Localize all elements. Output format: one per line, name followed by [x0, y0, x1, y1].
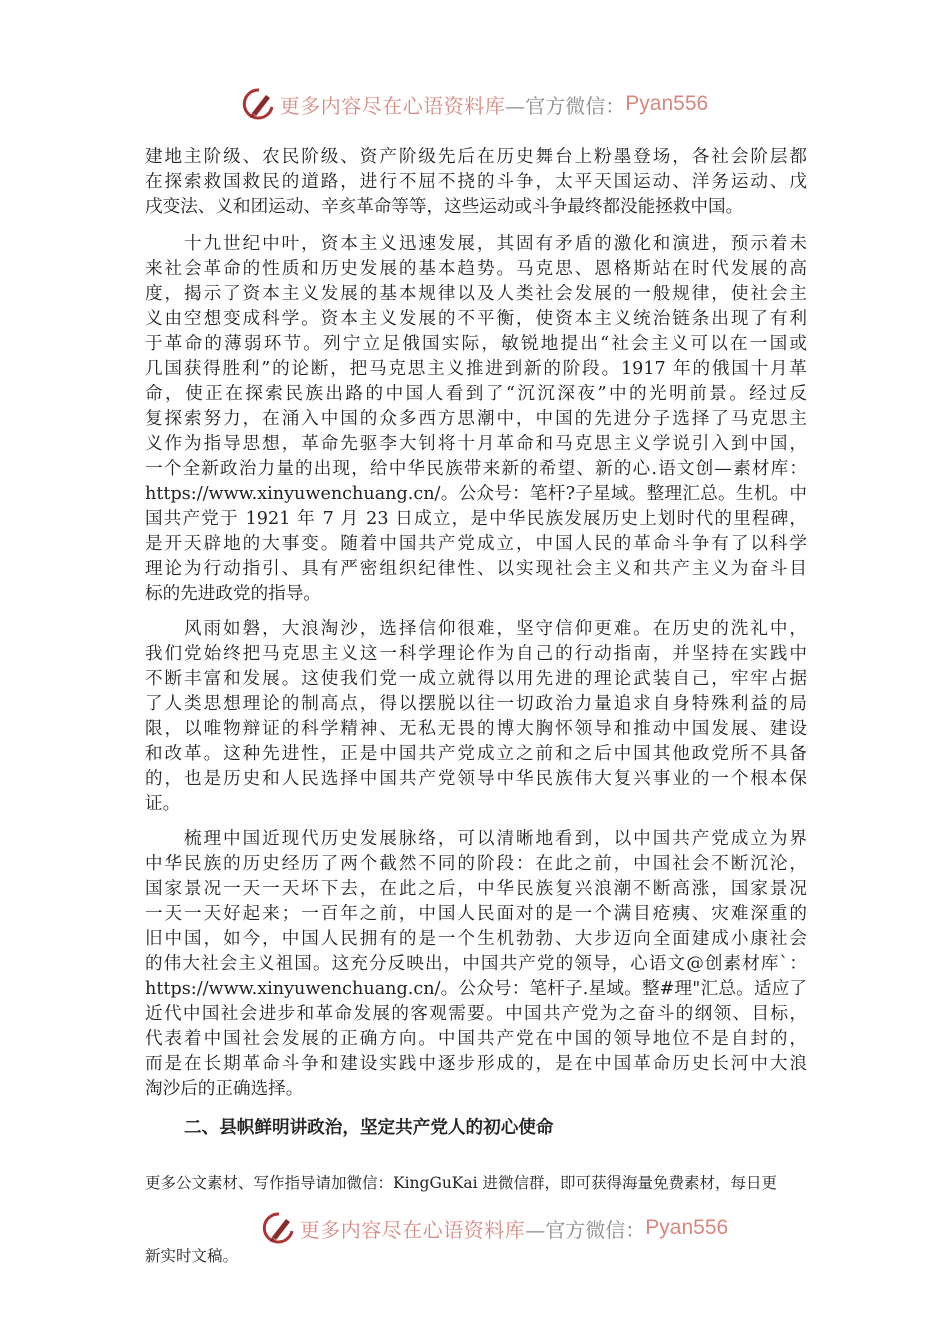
text-line: 中华民族的历史经历了两个截然不同的阶段：在此之前，中国社会不断沉沦， — [145, 854, 807, 874]
text-line: 义由空想变成科学。资本主义发展的不平衡，使资本主义统治链条出现了有利 — [145, 309, 807, 329]
text-line: 风雨如磐，大浪淘沙，选择信仰很难，坚守信仰更难。在历史的洗礼中， — [184, 619, 807, 639]
watermark-wechat-id: Pyan556 — [625, 92, 709, 115]
text-line: 的，也是历史和人民选择中国共产党领导中华民族伟大复兴事业的一个根本保 — [145, 769, 807, 789]
text-line: 和改革。这种先进性，正是中国共产党成立之前和之后中国其他政党所不具备 — [145, 744, 807, 764]
text-line: 的伟大社会主义祖国。这充分反映出，中国共产党的领导，心语文@创素材库`： — [145, 954, 807, 974]
footer-promo-line: 更多公文素材、写作指导请加微信：KingGuKai 进微信群，即可获得海量免费素材，每日更 — [145, 1174, 778, 1192]
text-line: 而是在长期革命斗争和建设实践中逐步形成的，是在中国革命历史长河中大浪 — [145, 1054, 807, 1074]
text-line: https://www.xinyuwenchuang.cn/。公众号：笔杆子.星域。整#理"汇总。适应了 — [145, 979, 807, 999]
text-line: 不断丰富和发展。这使我们党一成立就得以用先进的理论武装自己，牢牢占据 — [145, 669, 807, 689]
text-line: 义作为指导思想，革命先驱李大钊将十月革命和马克思主义学说引入到中国， — [145, 434, 807, 454]
text-line: 限，以唯物辩证的科学精神、无私无畏的博大胸怀领导和推动中国发展、建设 — [145, 719, 807, 739]
text-line: 是开天辟地的大事变。随着中国共产党成立，中国人民的革命斗争有了以科学 — [145, 534, 807, 554]
watermark-wechat-id: Pyan556 — [645, 1216, 729, 1239]
watermark-brand: 更多内容尽在心语资料库 — [279, 93, 506, 118]
text-line: 在探索救国救民的道路，进行不屈不挠的斗争，太平天国运动、洋务运动、戊 — [145, 172, 807, 192]
watermark-separator: —官方微信： — [505, 93, 626, 118]
watermark-header — [0, 84, 950, 124]
section-heading: 二、县帜鲜明讲政治，坚定共产党人的初心使命 — [184, 1117, 554, 1138]
footer-promo-line-end: 新实时文稿。 — [145, 1247, 239, 1265]
watermark-footer — [20, 1208, 950, 1248]
text-line: 复探索努力，在涌入中国的众多西方思潮中，中国的先进分子选择了马克思主 — [145, 409, 807, 429]
text-line: 一天一天好起来；一百年之前，中国人民面对的是一个满目疮痍、灾难深重的 — [145, 904, 807, 924]
text-line: 几国获得胜利”的论断，把马克思主义推进到新的阶段。1917 年的俄国十月革 — [145, 359, 807, 379]
text-line: 代表着中国社会发展的正确方向。中国共产党在中国的领导地位不是自封的， — [145, 1029, 807, 1049]
text-line: 戌变法、义和团运动、辛亥革命等等，这些运动或斗争最终都没能拯救中国。 — [145, 197, 744, 217]
text-line: 我们党始终把马克思主义这一科学理论作为自己的行动指南，并坚持在实践中 — [145, 644, 807, 664]
text-line: 来社会革命的性质和历史发展的基本趋势。马克思、恩格斯站在时代发展的高 — [145, 259, 807, 279]
watermark-separator: —官方微信： — [525, 1217, 646, 1242]
text-line: 梳理中国近现代历史发展脉络，可以清晰地看到，以中国共产党成立为界 — [184, 829, 807, 849]
text-line: 建地主阶级、农民阶级、资产阶级先后在历史舞台上粉墨登场，各社会阶层都 — [145, 147, 807, 167]
text-line: 证。 — [145, 794, 181, 814]
text-line: https://www.xinyuwenchuang.cn/。公众号：笔杆?子星域。整理汇总。生机。中 — [145, 484, 807, 504]
pen-logo-icon — [262, 1211, 296, 1245]
watermark-brand: 更多内容尽在心语资料库 — [299, 1217, 526, 1242]
paragraph — [145, 827, 807, 1102]
text-line: 国家景况一天一天坏下去，在此之后，中华民族复兴浪潮不断高涨，国家景况 — [145, 879, 807, 899]
text-line: 度，揭示了资本主义发展的基本规律以及人类社会发展的一般规律，使社会主 — [145, 284, 807, 304]
paragraph — [145, 617, 807, 817]
text-line: 于革命的薄弱环节。列宁立足俄国实际，敏锐地提出“社会主义可以在一国或 — [145, 334, 807, 354]
text-line: 了人类思想理论的制高点，得以摆脱以往一切政治力量追求自身特殊利益的局 — [145, 694, 807, 714]
text-line: 一个全新政治力量的出现，给中华民族带来新的希望、新的心.语文创—素材库： — [145, 459, 807, 479]
paragraph — [145, 145, 807, 220]
text-line: 理论为行动指引、具有严密组织纪律性、以实现社会主义和共产主义为奋斗目 — [145, 559, 807, 579]
text-line: 淘沙后的正确选择。 — [145, 1079, 304, 1099]
text-line: 国共产党于 1921 年 7 月 23 日成立，是中华民族发展历史上划时代的里程碑， — [145, 509, 807, 529]
text-line: 十九世纪中叶，资本主义迅速发展，其固有矛盾的激化和演进，预示着未 — [184, 234, 807, 254]
text-line: 命，使正在探索民族出路的中国人看到了“沉沉深夜”中的光明前景。经过反 — [145, 384, 807, 404]
paragraph — [145, 232, 807, 607]
text-line: 近代中国社会进步和革命发展的客观需要。中国共产党为之奋斗的纲领、目标， — [145, 1004, 807, 1024]
text-line: 旧中国，如今，中国人民拥有的是一个生机勃勃、大步迈向全面建成小康社会 — [145, 929, 807, 949]
pen-logo-icon — [242, 87, 276, 121]
text-line: 标的先进政党的指导。 — [145, 584, 321, 604]
